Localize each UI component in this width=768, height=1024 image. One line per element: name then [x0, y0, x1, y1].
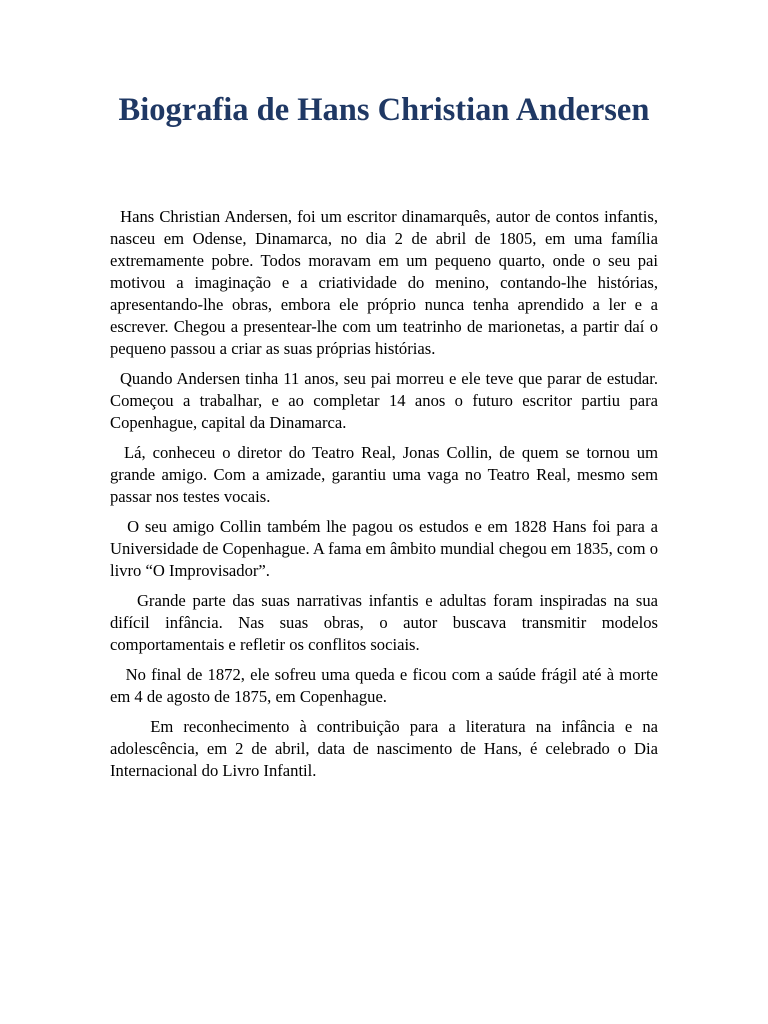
paragraph: O seu amigo Collin também lhe pagou os estudos e em 1828 Hans foi para a Universidade de Copenhague. A fama em âmbito mundial chegou em 1835, com o livro “O Improvisador”.	[110, 517, 663, 580]
paragraph: Quando Andersen tinha 11 anos, seu pai morreu e ele teve que parar de estudar. Começou a trabalhar, e ao completar 14 anos o futuro escritor partiu para Copenhague, capital da Dinamarca.	[110, 369, 663, 432]
paragraph: Grande parte das suas narrativas infantis e adultas foram inspiradas na sua difícil infância. Nas suas obras, o autor buscava transmitir modelos comportamentais e refletir os conflitos sociais.	[110, 591, 663, 654]
paragraph: No final de 1872, ele sofreu uma queda e ficou com a saúde frágil até à morte em 4 de agosto de 1875, em Copenhague.	[110, 665, 663, 706]
paragraph: Em reconhecimento à contribuição para a literatura na infância e na adolescência, em 2 de abril, data de nascimento de Hans, é celebrado o Dia Internacional do Livro Infantil.	[110, 717, 663, 780]
document-body	[110, 206, 663, 790]
paragraph: Hans Christian Andersen, foi um escritor dinamarquês, autor de contos infantis, nasceu em Odense, Dinamarca, no dia 2 de abril de 1805, em uma família extremamente pobre. Todos moravam em um pequeno quarto, onde o seu pai motivou a imaginação e a criatividade do menino, contando-lhe histórias, apresentando-lhe obras, embora ele próprio nunca tenha aprendido a ler e a escrever. Chegou a presentear-lhe com um teatrinho de marionetas, a partir daí o pequeno passou a criar as suas próprias histórias.	[110, 207, 663, 358]
paragraph: Lá, conheceu o diretor do Teatro Real, Jonas Collin, de quem se tornou um grande amigo. Com a amizade, garantiu uma vaga no Teatro Real, mesmo sem passar nos testes vocais.	[110, 443, 663, 506]
document-title: Biografia de Hans Christian Andersen	[118, 92, 650, 128]
